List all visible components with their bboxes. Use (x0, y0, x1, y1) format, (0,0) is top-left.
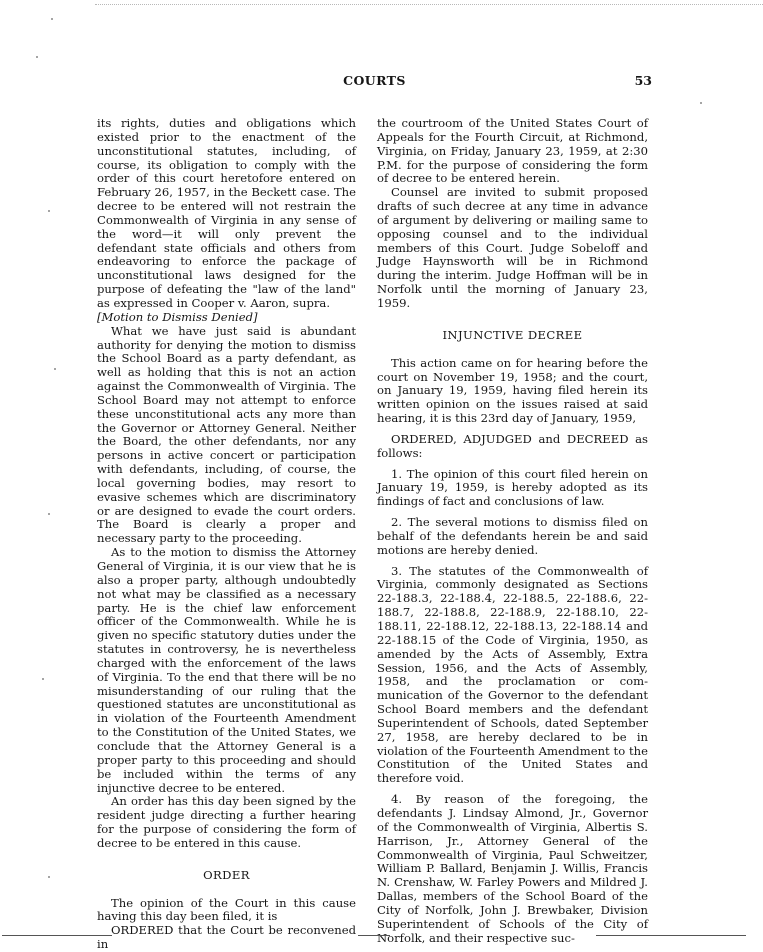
bottom-rule (596, 935, 746, 936)
paragraph: ORDERED that the Court be reconvened in (97, 923, 356, 952)
paragraph: the courtroom of the United States Court of Appeals for the Fourth Circuit, at Richmond, Virginia, on Friday, January 23, 1959, at 2:30 P.M. for the purpose of considering the form of decree to be entered herein. (377, 116, 648, 186)
scan-speck (48, 513, 50, 515)
scan-speck (700, 102, 702, 104)
scan-speck (36, 56, 38, 58)
paragraph: This action came on for hearing before the court on November 19, 1958; and the court, on January 19, 1959, having filed herein its written opinion on the issues raised at said hearing, it is this 23rd day of January, 1959, (377, 355, 648, 426)
paragraph: 2. The several motions to dismiss filed on behalf of the defendants herein be and said motions are hereby denied. (377, 515, 648, 557)
paragraph: 1. The opinion of this court filed herein on January 19, 1959, is hereby adopted as its findings of fact and conclusions of law. (377, 466, 648, 509)
running-header (97, 73, 652, 93)
scan-speck (51, 18, 53, 20)
scan-speck (48, 876, 50, 878)
section-subheading: [Motion to Dismiss Denied] (97, 309, 258, 324)
paragraph: Counsel are invited to submit proposed drafts of such decree at any time in advance of argument by delivering or mailing same to opposing counsel and to the individual members of this Court. Judge Sobeloff and Judge Haynsworth will be in Richmond during the interim. Judge Hoffman will be in Norfolk until the morning of January 23, 1959. (377, 185, 648, 310)
running-head-title: COURTS (343, 73, 406, 88)
paragraph: ORDERED, ADJUDGED and DECREED as follows: (377, 431, 648, 460)
scan-speck (54, 368, 56, 370)
order-heading: ORDER (203, 867, 250, 882)
left-column (97, 117, 356, 952)
top-dotted-rule (95, 4, 763, 5)
paragraph: What we have just said is abundant authority for denying the motion to dismiss the School Board as a party defendant, as well as holding that this is not an action against the Commonwealth of Virginia. The School Board may not attempt to enforce these unconstitutional acts any more than the Governor or Attorney General. Neither the Board, the other defendants, nor any persons in active concert or participation with defendants, including, of course, the local governing bodies, may resort to evasive schemes which are discriminatory or are designed to evade the court orders. The Board is clearly a proper and necessary party to the proceeding. (97, 323, 356, 546)
right-column (377, 117, 648, 945)
scan-speck (48, 210, 50, 212)
bottom-rule (2, 935, 112, 936)
paragraph: As to the motion to dismiss the Attorney General of Virginia, it is our view that he is also a proper party, although undoubtedly not what may be classified as a necessary party. He is the chief law enforcement officer of the Commonwealth. While he is given no specific statutory duties under the statutes in controversy, he is nevertheless charged with the enforcement of the laws of Virginia. To the end that there will be no misunderstanding of our ruling that the questioned statutes are unconstitutional as in violation of the Fourteenth Amendment to the Constitution of the United States, we conclude that the Attorney General is a proper party to this proceeding and should be included within the terms of any injunctive decree to be entered. (97, 545, 356, 795)
bottom-rule (358, 935, 390, 936)
scan-speck (42, 678, 44, 680)
paragraph: An order has this day been signed by the resident judge directing a further hearing for the purpose of considering the form of decree to be entered in this cause. (97, 794, 356, 850)
paragraph: 3. The statutes of the Commonwealth of Virginia, commonly designated as Sections 22-188.3, 22-188.4, 22-188.5, 22-188.6, 22-188.7, 22-188.8, 22-188.9, 22-188.10, 22-188.11, 22-188.12, 22-188.13, 22-188.14 and 22-188.15 of the Code of Virginia, 1950, as amended by the Acts of Assembly, Extra Session, 1956, and the Acts of Assembly, 1958, and the proclamation or communication of the Governor to the defendant School Board members and the defendant Superintendent of Schools, dated September 27, 1958, are hereby declared to be in violation of the Fourteenth Amendment to the Constitution of the United States and therefore void. (377, 563, 648, 786)
paragraph: 4. By reason of the foregoing, the defendants J. Lindsay Almond, Jr., Governor of the Commonwealth of Virginia, Albertis S. Harrison, Jr., Attorney General of the Commonwealth of Virginia, Paul Schweitzer, William P. Ballard, Benjamin J. Willis, Francis N. Crenshaw, W. Farley Powers and Mildred J. Dallas, members of the School Board of the City of Norfolk, John J. Brewbaker, Division Superintendent of Schools of the City of Norfolk, and their respective suc- (377, 792, 648, 945)
page-number: 53 (634, 73, 652, 88)
paragraph: The opinion of the Court in this cause having this day been filed, it is (97, 895, 356, 924)
decree-heading: INJUNCTIVE DECREE (442, 327, 583, 342)
paragraph: its rights, duties and obligations which existed prior to the enactment of the unconstitutional statutes, including, of course, its obligation to comply with the order of this court heretofore entered on February 26, 1957, in the Beckett case. The decree to be entered will not restrain the Commonwealth of Virginia in any sense of the word—it will only prevent the defendant state officials and others from endeavoring to enforce the package of unconstitutional laws designed for the purpose of defeating the "law of the land" as expressed in Cooper v. Aaron, supra. (97, 116, 356, 310)
